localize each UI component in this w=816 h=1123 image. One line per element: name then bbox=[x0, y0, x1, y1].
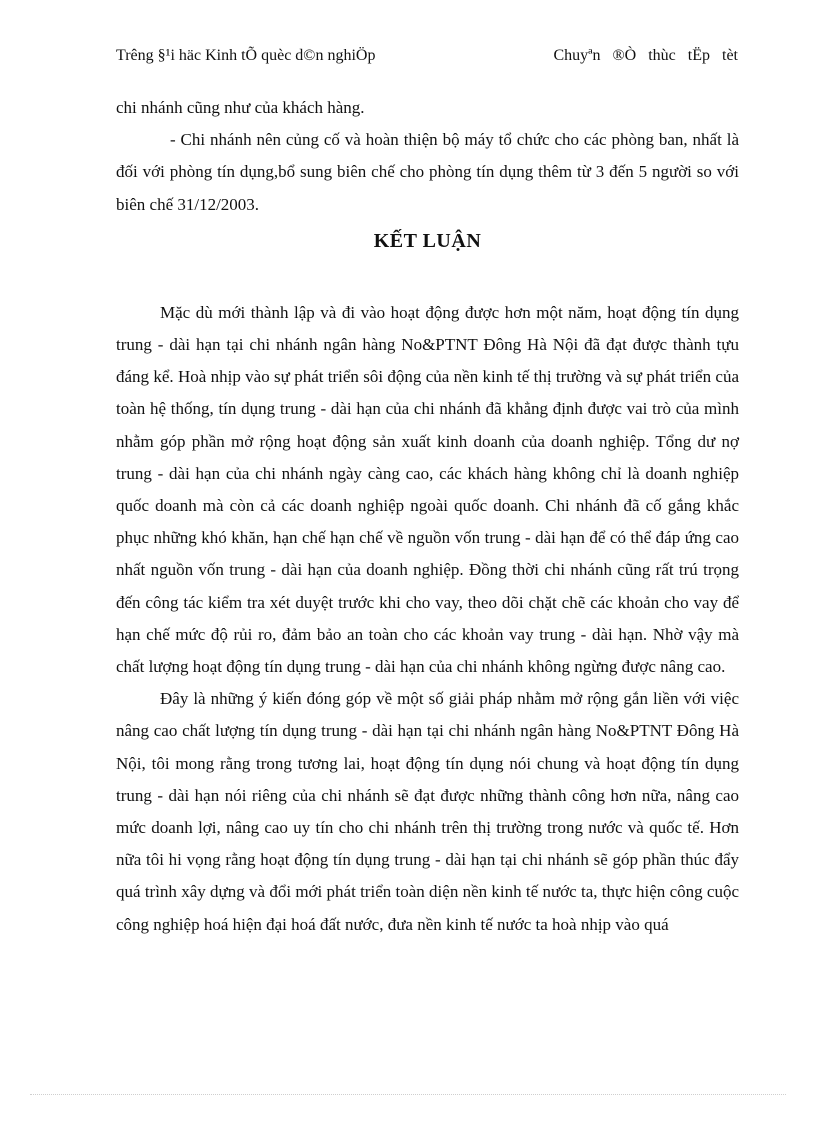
document-body bbox=[116, 92, 739, 941]
conclusion-paragraph-2: Đây là những ý kiến đóng góp về một số giải pháp nhằm mở rộng gắn liền với việc nâng cao chất lượng tín dụng trung - dài hạn tại chi nhánh ngân hàng No&PTNT Đông Hà Nội, tôi mong rằng trong tương lai, hoạt động tín dụng nói chung và hoạt động tín dụng trung - dài hạn nói riêng của chi nhánh sẽ đạt được những thành công hơn nữa, nâng cao mức doanh lợi, nâng cao uy tín cho chi nhánh trên thị trường trong nước và quốc tế. Hơn nữa tôi hi vọng rằng hoạt động tín dụng trung - dài hạn tại chi nhánh sẽ góp phần thúc đẩy quá trình xây dựng và đổi mới phát triển toàn diện nền kinh tế nước ta, thực hiện công cuộc công nghiệp hoá hiện đại hoá đất nước, đưa nền kinh tế nước ta hoà nhịp vào quá bbox=[116, 689, 739, 934]
header-right: Chuyªn ®Ò thùc tËp tèt bbox=[553, 47, 738, 64]
conclusion-paragraph-1: Mặc dù mới thành lập và đi vào hoạt động được hơn một năm, hoạt động tín dụng trung - dài hạn tại chi nhánh ngân hàng No&PTNT Đông Hà Nội đã đạt được thành tựu đáng kể. Hoà nhịp vào sự phát triển sôi động của nền kinh tế thị trường và sự phát triển của toàn hệ thống, tín dụng trung - dài hạn của chi nhánh đã khẳng định được vai trò của mình nhằm góp phần mở rộng hoạt động sản xuất kinh doanh của doanh nghiệp. Tổng dư nợ trung - dài hạn của chi nhánh ngày càng cao, các khách hàng không chỉ là doanh nghiệp quốc doanh mà còn cả các doanh nghiệp ngoài quốc doanh. Chi nhánh đã cố gắng khắc phục những khó khăn, hạn chế hạn chế về nguồn vốn trung - dài hạn để có thể đáp ứng cao nhất nguồn vốn trung - dài hạn của doanh nghiệp. Đồng thời chi nhánh cũng rất trú trọng đến công tác kiểm tra xét duyệt trước khi cho vay, theo dõi chặt chẽ các khoản cho vay để hạn chế mức độ rủi ro, đảm bảo an toàn cho các khoản vay trung - dài hạn. Nhờ vậy mà chất lượng hoạt động tín dụng trung - dài hạn của chi nhánh không ngừng được nâng cao. bbox=[116, 302, 739, 677]
header-left: Trêng §¹i häc Kinh tÕ quèc d©n nghiÖp bbox=[116, 47, 376, 64]
carry-over-text: chi nhánh cũng như của khách hàng. bbox=[116, 98, 365, 117]
section-heading: KẾT LUẬN bbox=[373, 229, 482, 252]
recommendation-paragraph: - Chi nhánh nên củng cố và hoàn thiện bộ máy tổ chức cho các phòng ban, nhất là đối với phòng tín dụng,bổ sung biên chế cho phòng tín dụng thêm từ 3 đến 5 người so với biên chế 31/12/2003. bbox=[116, 130, 739, 214]
page-bottom-divider bbox=[30, 1094, 786, 1095]
